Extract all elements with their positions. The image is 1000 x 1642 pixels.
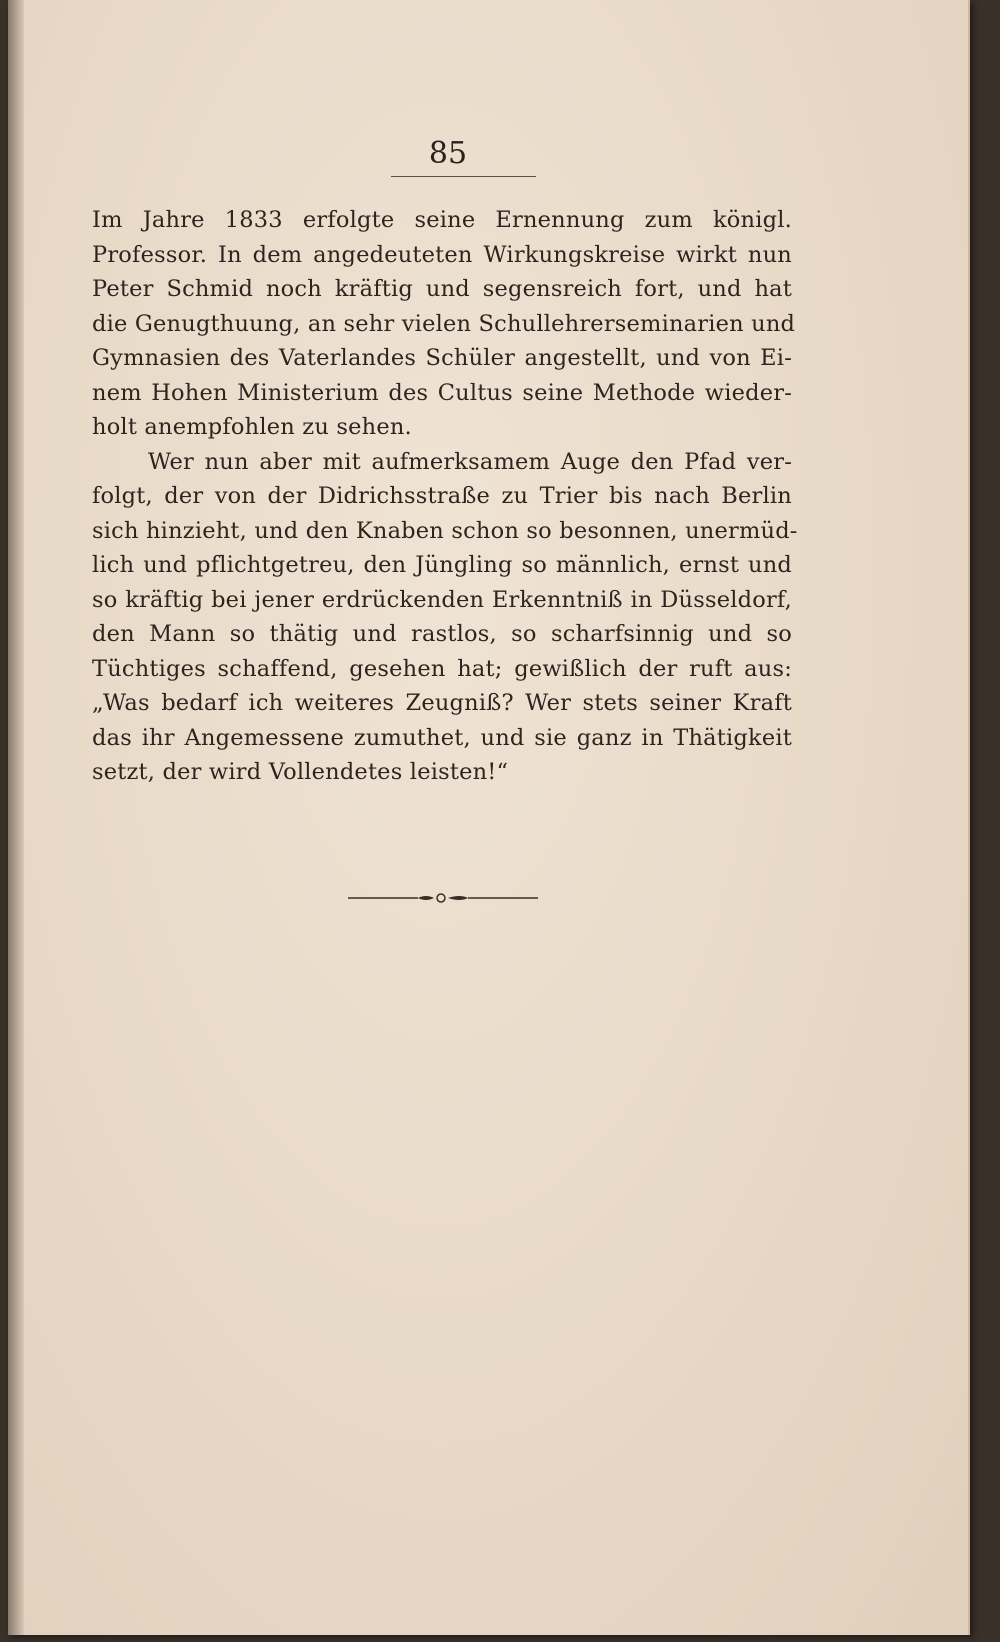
text-line: Wer nun aber mit aufmerksamem Auge den Pfad ver-: [148, 448, 792, 475]
header-rule: [391, 176, 536, 177]
ornament-divider: [348, 890, 538, 906]
text-line: Tüchtiges schaffend, gesehen hat; gewißlich der ruft aus:: [92, 655, 792, 682]
text-line: so kräftig bei jener erdrückenden Erkenntniß in Düsseldorf,: [92, 586, 792, 613]
text-line: die Genugthuung, an sehr vielen Schullehrerseminarien und: [92, 310, 796, 337]
text-line: setzt, der wird Vollendetes leisten!“: [92, 759, 509, 785]
text-line: nem Hohen Ministerium des Cultus seine Methode wieder-: [92, 379, 792, 406]
book-page: [8, 0, 970, 1635]
text-line: holt anempfohlen zu sehen.: [92, 414, 412, 440]
text-line: Gymnasien des Vaterlandes Schüler angestellt, und von Ei-: [92, 345, 792, 371]
text-line: sich hinzieht, und den Knaben schon so besonnen, unermüd-: [92, 517, 798, 544]
page-number: 85: [428, 136, 468, 171]
text-line: Professor. In dem angedeuteten Wirkungskreise wirkt nun: [92, 241, 792, 268]
text-line: den Mann so thätig und rastlos, so scharfsinnig und so: [92, 621, 792, 647]
text-line: Peter Schmid noch kräftig und segensreich fort, und hat: [92, 276, 792, 302]
text-line: folgt, der von der Didrichsstraße zu Trier bis nach Berlin: [92, 483, 792, 509]
body-text: [92, 203, 798, 790]
text-line: lich und pflichtgetreu, den Jüngling so männlich, ernst und: [92, 552, 792, 578]
text-line: „Was bedarf ich weiteres Zeugniß? Wer stets seiner Kraft: [92, 690, 792, 716]
text-line: Im Jahre 1833 erfolgte seine Ernennung zum königl.: [92, 207, 792, 233]
text-line: das ihr Angemessene zumuthet, und sie ganz in Thätigkeit: [92, 724, 792, 751]
page-gutter: [8, 0, 24, 1635]
